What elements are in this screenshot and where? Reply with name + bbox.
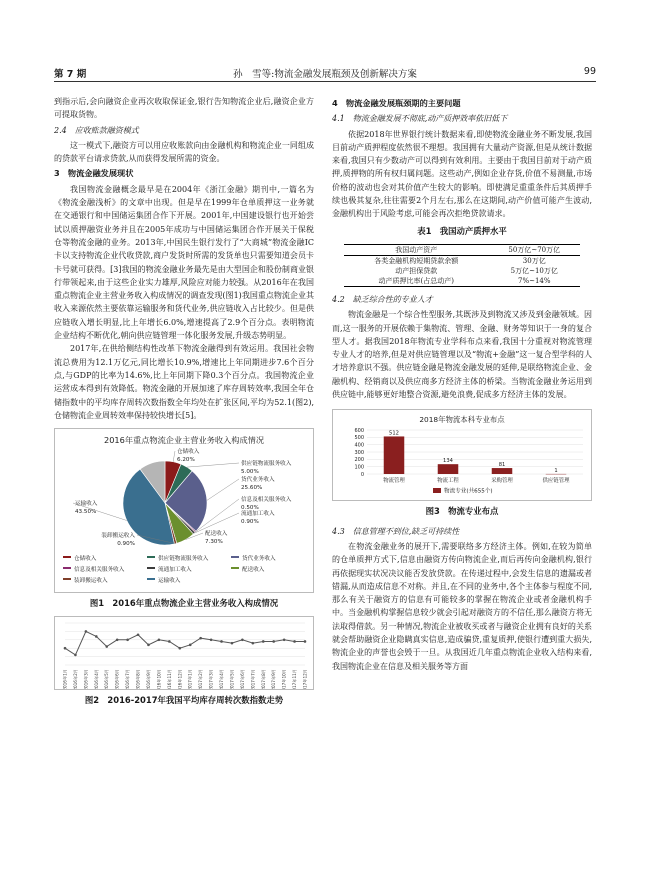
pie-data-label: 7.30% [205, 539, 223, 546]
pie-data-label: 43.50% [75, 509, 97, 516]
running-header [54, 66, 596, 82]
y-tick-label: 300 [354, 450, 364, 457]
bar [384, 437, 405, 475]
data-point [241, 639, 244, 642]
data-point [137, 634, 140, 637]
legend-swatch [63, 578, 71, 580]
x-tick-label: 2016年3月 [83, 669, 89, 690]
x-tick-label: 2016年5月 [104, 669, 110, 690]
right-column [332, 95, 592, 673]
x-tick-label: 2017年9月 [271, 669, 277, 690]
x-tick-label: 2017年10月 [281, 669, 287, 690]
data-point [293, 641, 296, 644]
table-cell: 动产担保贷款 [395, 266, 438, 275]
bar-data-label: 134 [443, 458, 453, 465]
data-point [189, 644, 192, 647]
x-tick-label: 2016年2月 [72, 669, 78, 690]
legend-label: 配送收入 [242, 567, 265, 574]
legend-label: 运输收入 [158, 578, 181, 585]
legend-label: 装卸搬运收入 [74, 578, 108, 585]
x-tick-label: 物流工程 [437, 478, 459, 485]
pie-data-label: 配送收入 [205, 531, 228, 538]
data-point [210, 639, 213, 642]
pie-leader-line [207, 479, 239, 500]
bar-title: 2018年物流本科专业布点 [419, 415, 505, 425]
legend-swatch [231, 556, 239, 558]
legend-label: 仓储收入 [74, 556, 97, 563]
bar-data-label: 81 [498, 462, 506, 469]
legend-swatch [63, 556, 71, 558]
data-point [220, 641, 223, 644]
table-cell: 我国动产资产 [344, 244, 489, 255]
x-tick-label: 2017年1月 [187, 669, 193, 690]
data-point [147, 644, 150, 647]
bar-data-label: 512 [389, 430, 399, 437]
x-tick-label: 物流管理 [383, 478, 405, 485]
table-cell: 动产质押比率(占总动产) [344, 276, 489, 287]
x-tick-label: 2017年3月 [208, 669, 214, 690]
paragraph: 2017年,在供给侧结构性改革下物流金融得到有效运用。我国社会物流总费用为12.1万亿元,同比增长10.9%,增速比上年同期进步7.6个百分点,与GDP的比率为14.6%,比上年同期下降0.3个百分点。我国物流企业运营成本得到有效降低。物流金融的开展加速了库存周转效率,我国全年仓储指数中的平均库存周转次数指数全年均处在扩张区间,平均为52.1(图2),仓储物流企业周转效率保持较快增长[5]。 [54, 344, 314, 420]
pie-title: 2016年重点物流企业主营业务收入构成情况 [103, 435, 265, 446]
figure-1-caption: 图1 2016年重点物流企业主营业务收入构成情况 [89, 598, 279, 609]
y-tick-label: 600 [354, 428, 364, 435]
legend-swatch [63, 567, 71, 569]
x-tick-label: 2016年1月 [62, 669, 68, 690]
y-tick-label: 400 [354, 442, 364, 449]
paragraph: 依据2018年世界银行统计数据来看,即使物流金融业务不断发展,我国目前动产质押程度依然很不理想。我国拥有大量动产资源,但是从统计数据来看,我国只有少数动产可以得到有效利用。主要由于我国目前对于动产质押,质押物的所有权归属问题。这些动产,例如企业存货,价值不易测量,市场价格的波动也会对其价值产生较大的影响。即使满足重重条件后其质押手续也极其复杂,往往需要2个月左右,那么在这期间,动产价值可能产生波动,金融机构出于风险考虑,可能会再次拒绝贷款请求。 [332, 129, 592, 219]
table-1-caption: 表1 我国动产质押水平 [417, 225, 507, 236]
legend-label: 流通加工收入 [158, 567, 192, 574]
pie-data-label: 运输收入 [75, 501, 98, 508]
legend-label: 货代业务收入 [242, 556, 276, 563]
x-tick-label: 2017年5月 [229, 669, 235, 690]
data-point [199, 637, 202, 640]
bar [438, 465, 459, 475]
pie-data-label: 货代业务收入 [241, 477, 275, 484]
section-heading-3: 3 物流金融发展现状 [54, 168, 134, 179]
bar [492, 468, 513, 474]
paragraph: 在物流金融业务的展开下,需要联络多方经济主体。例如,在较为简单的仓单质押方式下,信息由融资方传向物流企业,而后再传向金融机构,银行再依据现实状况决议能否发放贷款。在传递过程中,会发生信息的遗漏或者错漏,从而造成信息不对称。并且,在不同的业务中,各个主体参与程度不同,那么有关于融资方的信息有可能较多的掌握在物流企业或者金融机构手中。当金融机构掌握信息较少就会引起对融资方的不信任,那么融资方将无法取得借款。另一种情况,物流企业被收买或者与融资企业拥有良好的关系就会帮助融资企业隐瞒真实信息,造成骗贷,重复质押,使银行遭到重大损失,物流企业的声誉也会毁于一旦。从我国近几年重点物流企业收入结构来看,我国物流企业在信息及相关服务等方面 [332, 541, 592, 671]
data-point [85, 631, 88, 634]
table-cell: 各类金融机构短期贷款余额 [374, 256, 459, 265]
paragraph: 这一模式下,融资方可以用应收账款向由金融机构和物流企业一同组成的贷款平台请求贷款,从而获得发展所需的资金。 [54, 140, 314, 164]
table-cell: 5万亿~10万亿 [510, 266, 558, 275]
x-tick-label: 2016年11月 [166, 669, 172, 690]
figure-3-caption: 图3 物流专业布点 [425, 506, 499, 517]
x-tick-label: 2017年7月 [250, 669, 256, 690]
x-tick-label: 2016年9月 [145, 669, 151, 690]
series-line [65, 632, 305, 656]
x-tick-label: 2016年6月 [114, 669, 120, 690]
x-tick-label: 2017年2月 [198, 669, 204, 690]
x-tick-label: 2017年12月 [302, 669, 308, 690]
legend-swatch [231, 567, 239, 569]
x-tick-label: 供应链管理 [542, 478, 570, 485]
data-point [252, 642, 255, 645]
legend-label: 信息及相关服务收入 [74, 567, 125, 574]
data-point [126, 639, 129, 642]
data-point [95, 636, 98, 639]
bar-chart-svg [333, 410, 591, 500]
pie-data-label: 25.60% [241, 485, 263, 492]
y-tick-label: 200 [354, 457, 364, 464]
data-point [116, 639, 119, 642]
pie-data-label: 0.50% [241, 505, 259, 512]
pie-data-label: 0.90% [117, 541, 135, 548]
pie-data-label: 装卸搬运收入 [101, 533, 135, 540]
pie-data-label: 6.20% [177, 457, 195, 464]
pie-data-label: 仓储收入 [177, 449, 200, 456]
data-point [105, 646, 108, 649]
x-tick-label: 2016年8月 [135, 669, 141, 690]
page-number: 99 [583, 66, 596, 77]
line-chart-svg [55, 617, 313, 689]
x-tick-label: 2016年7月 [125, 669, 131, 690]
section-heading-2-4: 2.4 应收账款融资模式 [54, 125, 139, 135]
data-point [168, 641, 171, 644]
table-1 [344, 244, 580, 287]
figure-2-line-chart [54, 616, 314, 690]
pie-data-label: 信息及相关服务收入 [241, 497, 292, 504]
x-tick-label: 采购管理 [491, 478, 513, 485]
pie-data-label: 0.90% [241, 519, 259, 526]
pie-chart-svg [55, 429, 313, 592]
x-tick-label: 2016年4月 [93, 669, 99, 690]
x-tick-label: 2016年12月 [177, 669, 183, 690]
pie-leader-line [173, 451, 175, 462]
y-tick-label: 500 [354, 435, 364, 442]
legend-label: 物流专业(共655个) [444, 488, 493, 495]
data-point [272, 641, 275, 644]
section-heading-4-1: 4.1 物流金融发展不彻底,动产质押效率依旧低下 [332, 114, 508, 124]
legend-swatch [147, 567, 155, 569]
table-cell: 30万亿 [522, 256, 546, 265]
pie-data-label: 流通加工收入 [241, 511, 275, 518]
paragraph: 到指示后,会向融资企业再次收取保证金,银行告知物流企业后,融资企业方可提取货物。 [54, 97, 314, 120]
y-tick-label: 0 [360, 472, 364, 479]
issue-number: 第 7 期 [54, 69, 87, 80]
x-tick-label: 2017年11月 [292, 669, 298, 690]
x-tick-label: 2017年6月 [239, 669, 245, 690]
data-point [158, 639, 161, 642]
data-point [304, 641, 307, 644]
legend-swatch [147, 578, 155, 580]
paragraph: 物流金融是一个综合性型服务,其既涉及到物流又涉及到金融领域。因而,这一服务的开展依赖于集物流、管理、金融、财务等知识于一身的复合型人才。据我国2018年物流专业学科布点来看,我国十分重视对物流管理专业人才的培养,但是对供应链管理以及“物流+金融”这一复合型学科的人才培养意识不强。供应链金融是物流金融发展的延伸,是联络物流企业、金融机构、经销商以及供应商多方经济主体的桥梁。当物流金融业务运用到供应链中,能够更好地整合资源,避免浪费,促成多方经济主体的发展。 [332, 310, 592, 400]
data-point [74, 654, 77, 657]
legend-label: 供应链物流服务收入 [158, 556, 209, 563]
legend-swatch [433, 488, 441, 493]
x-tick-label: 2017年8月 [260, 669, 266, 690]
legend-swatch [147, 556, 155, 558]
data-point [178, 647, 181, 650]
section-heading-4: 4 物流金融发展瓶颈期的主要问题 [332, 98, 461, 108]
bar-data-label: 1 [554, 468, 558, 475]
y-tick-label: 100 [354, 464, 364, 471]
section-heading-4-2: 4.2 缺乏综合性的专业人才 [332, 294, 433, 304]
table-cell: 7%~14% [489, 276, 580, 287]
x-tick-label: 2016年10月 [156, 669, 162, 690]
figure-3-bar-chart [332, 409, 592, 501]
data-point [262, 641, 265, 644]
section-heading-4-3: 4.3 信息管理不到位,缺乏可持续性 [332, 526, 460, 536]
table-cell: 50万亿~70万亿 [489, 244, 580, 255]
running-title: 孙 雪等:物流金融发展瓶颈及创新解决方案 [233, 69, 417, 80]
figure-2-caption: 图2 2016-2017年我国平均库存周转次数指数走势 [84, 695, 284, 706]
figure-1-pie-chart [54, 428, 314, 593]
data-point [231, 642, 234, 645]
data-point [64, 647, 67, 650]
paragraph: 我国物流金融概念最早是在2004年《浙江金融》期刊中,一篇名为《物流金融浅析》的文章中出现。但是早在1999年仓单质押这一业务就在交通银行和中国储运集团合作下开展。2001年,中国建设银行也开始尝试以质押融资业务并且在2005年成功与中国储运集团合作开展关于保税仓等物流金融的业务。2013年,中国民生银行发行了“大商城”物流金融IC卡以支持物流企业代收贷款,商户发货时所需的发货单也只需要知道会员卡卡号就可获得。[3]我国的物流金融业务最先是由大型国企和股份制商业银行带领起来,由于这些企业实力雄厚,风险应对能力较强。从2016年在我国重点物流企业主营业务收入构成情况的调查发现(图1)我国重点物流企业其收入来源依然主要依靠运输服务和货代业务,供应链收入占比较少。但是供应链收入增长明显,比上年增长6.0%,增速提高了2.9个百分点。表明物流企业结构不断优化,朝向供应链管理一体化服务发展,升级态势明显。 [54, 184, 314, 341]
pie-data-label: 供应链物流服务收入 [241, 461, 292, 468]
left-column [54, 95, 314, 714]
data-point [283, 639, 286, 642]
x-tick-label: 2017年4月 [219, 669, 225, 690]
pie-leader-line [187, 463, 239, 467]
pie-data-label: 5.00% [241, 469, 259, 476]
